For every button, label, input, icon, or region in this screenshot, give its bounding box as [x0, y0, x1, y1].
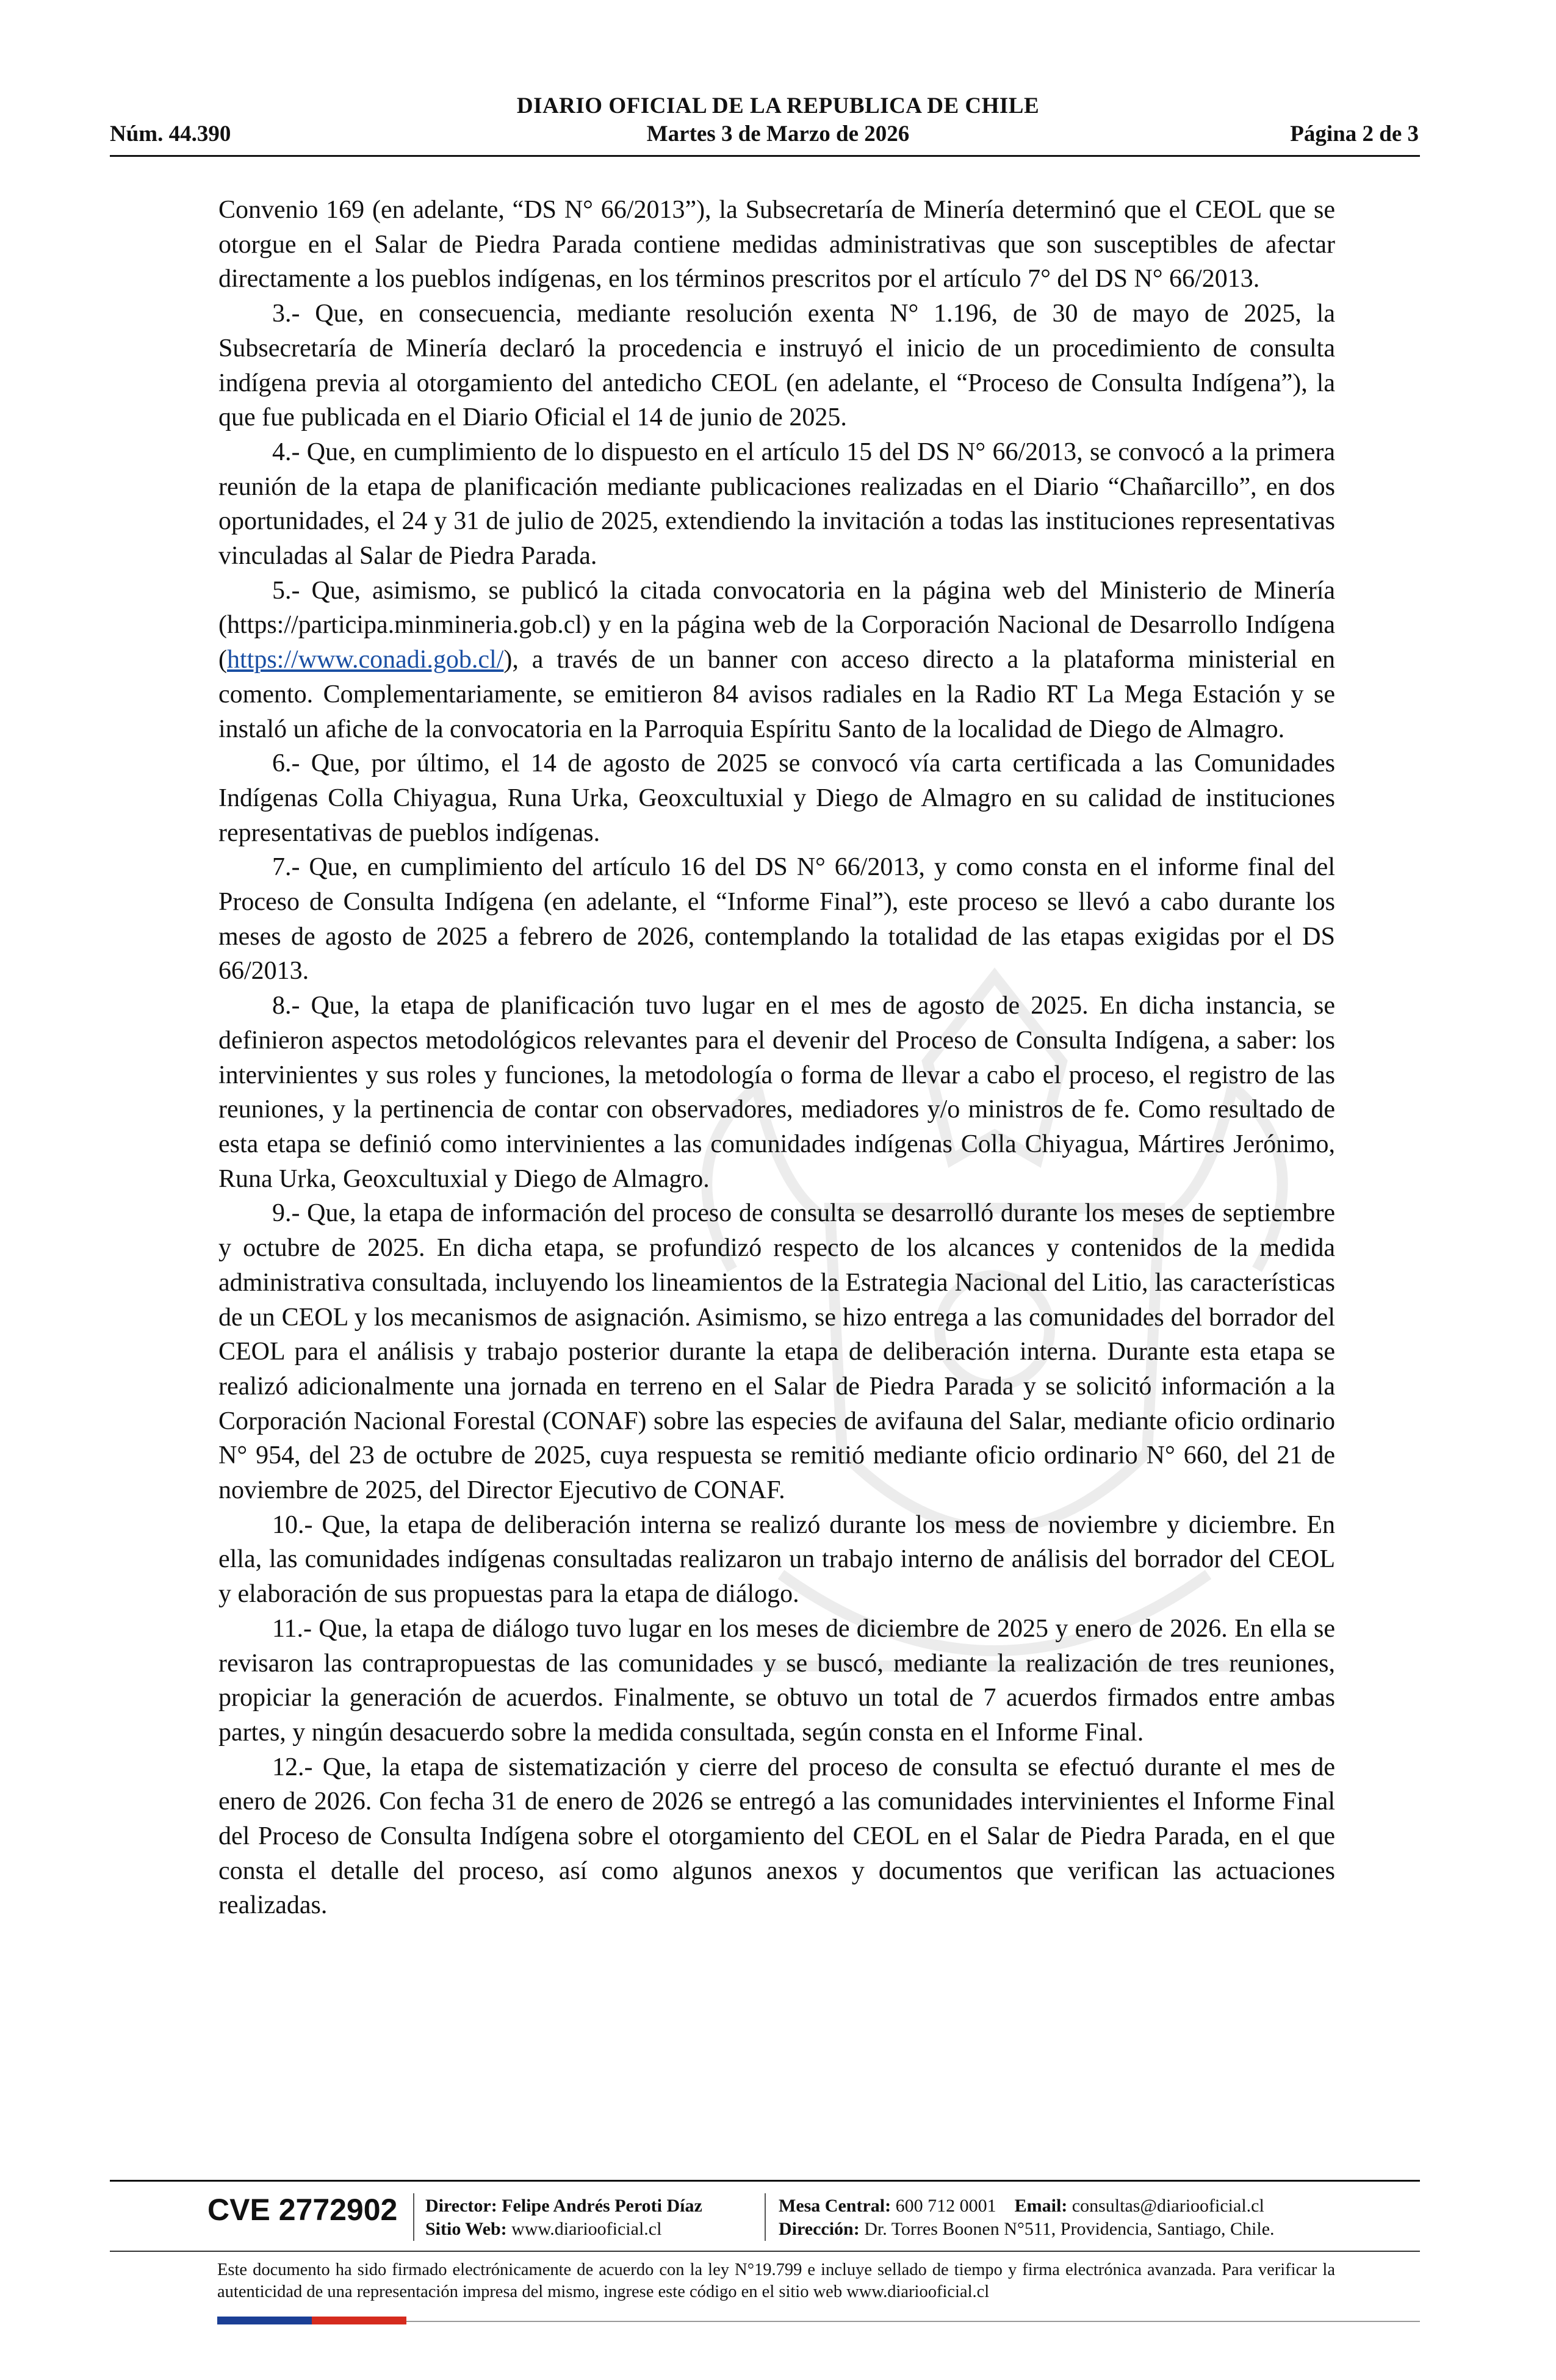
- director-label: Director:: [425, 2196, 497, 2216]
- cve-code: CVE 2772902: [207, 2193, 398, 2227]
- document-body: [218, 193, 1335, 1923]
- paragraph-9: 9.- Que, la etapa de información del proceso de consulta se desarrolló durante los meses de septiembre y octubre de 2025. En dicha etapa, se profundizó respecto de los alcances y contenidos de la medida administrativa consultada, incluyendo los lineamientos de la Estrategia Nacional del Litio, las características de un CEOL y los mecanismos de asignación. Asimismo, se hizo entrega a las comunidades del borrador del CEOL para el análisis y trabajo posterior durante la etapa de deliberación interna. Durante esta etapa se realizó adicionalmente una jornada en terreno en el Salar de Piedra Parada y se solicitó información a la Corporación Nacional Forestal (CONAF) sobre las especies de avifauna del Salar, mediante oficio ordinario N° 954, del 23 de octubre de 2025, cuya respuesta se remitió mediante oficio ordinario N° 660, del 21 de noviembre de 2025, del Director Ejecutivo de CONAF.: [218, 1199, 1335, 1505]
- issue-date: Martes 3 de Marzo de 2026: [646, 121, 910, 146]
- address-label: Dirección:: [779, 2219, 860, 2239]
- paragraph-6: 6.- Que, por último, el 14 de agosto de 2025 se convocó vía carta certificada a las Comunidades Indígenas Colla Chiyagua, Runa Urka, Geoxcultuxial y Diego de Almagro en su calidad de instituciones representativas de pueblos indígenas.: [218, 749, 1335, 847]
- director-name: Felipe Andrés Peroti Díaz: [502, 2196, 702, 2216]
- paragraph-4: 4.- Que, en cumplimiento de lo dispuesto en el artículo 15 del DS N° 66/2013, se convocó a la primera reunión de la etapa de planificación mediante publicaciones realizadas en el Diario “Chañarcillo”, en dos oportunidades, el 24 y 31 de julio de 2025, extendiendo la invitación a todas las instituciones representativas vinculadas al Salar de Piedra Parada.: [218, 438, 1335, 571]
- footer-separator: [765, 2193, 766, 2241]
- paragraph-5-text-end: ), a través de un banner con acceso directo a la plataforma ministerial en comento. Complementariamente, se emitieron 84 avisos radiales en la Radio RT La Mega Estación y se instaló un afiche de la convocatoria en la Parroquia Espíritu Santo de la localidad de Diego de Almagro.: [218, 646, 1335, 743]
- paragraph-12: 12.- Que, la etapa de sistematización y cierre del proceso de consulta se efectuó durante el mes de enero de 2026. Con fecha 31 de enero de 2026 se entregó a las comunidades intervinientes el Informe Final del Proceso de Consulta Indígena sobre el otorgamiento del CEOL en el Salar de Piedra Parada, en el que consta el detalle del proceso, así como algunos anexos y documentos que verifican las actuaciones realizadas.: [218, 1753, 1335, 1920]
- header-divider: [110, 155, 1420, 157]
- newspaper-title: DIARIO OFICIAL DE LA REPUBLICA DE CHILE: [516, 93, 1040, 118]
- address-value: Dr. Torres Boonen N°511, Providencia, Santiago, Chile.: [864, 2219, 1275, 2239]
- paragraph-5-text-start: 5.- Que, asimismo, se publicó la citada convocatoria en la página web del Ministerio de Minería (https://participa.minmineria.gob.cl) y en la página web de la Corporación Nacional de Desarrollo Indígena (: [218, 576, 1335, 674]
- email-label: Email:: [1014, 2196, 1068, 2216]
- footer-separator: [413, 2193, 414, 2241]
- flag-stripe-blue: [217, 2317, 312, 2324]
- conadi-link[interactable]: https://www.conadi.gob.cl/: [227, 646, 504, 674]
- email-value: consultas@diariooficial.cl: [1072, 2196, 1264, 2216]
- paragraph-3: 3.- Que, en consecuencia, mediante resolución exenta N° 1.196, de 30 de mayo de 2025, la Subsecretaría de Minería declaró la procedencia e instruyó el inicio de un procedimiento de consulta indígena previa al otorgamiento del antedicho CEOL (en adelante, el “Proceso de Consulta Indígena”), la que fue publicada en el Diario Oficial el 14 de junio de 2025.: [218, 300, 1335, 432]
- flag-stripe-red: [312, 2317, 406, 2324]
- footer-bottom-divider: [406, 2321, 1420, 2322]
- footer-director-block: [425, 2194, 702, 2241]
- paragraph-5: [218, 574, 1335, 747]
- paragraph-11: 11.- Que, la etapa de diálogo tuvo lugar en los meses de diciembre de 2025 y enero de 2026. En ella se revisaron las contrapropuestas de las comunidades y se buscó, mediante la realización de tres reuniones, propiciar la generación de acuerdos. Finalmente, se obtuvo un total de 7 acuerdos firmados entre ambas partes, y ningún desacuerdo sobre la medida consultada, según consta en el Informe Final.: [218, 1614, 1335, 1747]
- page-indicator: Página 2 de 3: [1290, 121, 1419, 146]
- legal-notice: Este documento ha sido firmado electrónicamente de acuerdo con la ley N°19.799 e incluye sellado de tiempo y firma electrónica avanzada. Para verificar la autenticidad de una representación impresa del mismo, ingrese este código en el sitio web www.diariooficial.cl: [217, 2260, 1335, 2301]
- footer-mid-divider: [110, 2251, 1420, 2252]
- issue-number: Núm. 44.390: [110, 121, 231, 146]
- footer-contact-block: [779, 2194, 1275, 2241]
- website-value: www.diariooficial.cl: [511, 2219, 662, 2239]
- footer-top-divider: [110, 2180, 1420, 2182]
- paragraph-continuation: Convenio 169 (en adelante, “DS N° 66/2013”), la Subsecretaría de Minería determinó que el CEOL que se otorgue en el Salar de Piedra Parada contiene medidas administrativas que son susceptibles de afectar directamente a los pueblos indígenas, en los términos prescritos por el artículo 7° del DS N° 66/2013.: [218, 196, 1335, 294]
- website-label: Sitio Web:: [425, 2219, 507, 2239]
- paragraph-10: 10.- Que, la etapa de deliberación interna se realizó durante los mess de noviembre y diciembre. En ella, las comunidades indígenas consultadas realizaron un trabajo interno de análisis del borrador del CEOL y elaboración de sus propuestas para la etapa de diálogo.: [218, 1510, 1335, 1609]
- paragraph-7: 7.- Que, en cumplimiento del artículo 16 del DS N° 66/2013, y como consta en el informe final del Proceso de Consulta Indígena (en adelante, el “Informe Final”), este proceso se llevó a cabo durante los meses de agosto de 2025 a febrero de 2026, contemplando la totalidad de las etapas exigidas por el DS 66/2013.: [218, 853, 1335, 986]
- paragraph-8: 8.- Que, la etapa de planificación tuvo lugar en el mes de agosto de 2025. En dicha instancia, se definieron aspectos metodológicos relevantes para el devenir del Proceso de Consulta Indígena, a saber: los intervinientes y sus roles y funciones, la metodología o forma de llevar a cabo el proceso, el registro de las reuniones, y la pertinencia de contar con observadores, mediadores y/o ministros de fe. Como resultado de esta etapa se definió como intervinientes a las comunidades indígenas Colla Chiyagua, Mártires Jerónimo, Runa Urka, Geoxcultuxial y Diego de Almagro.: [218, 992, 1335, 1193]
- mesa-central-label: Mesa Central:: [779, 2196, 891, 2216]
- mesa-central-value: 600 712 0001: [895, 2196, 996, 2216]
